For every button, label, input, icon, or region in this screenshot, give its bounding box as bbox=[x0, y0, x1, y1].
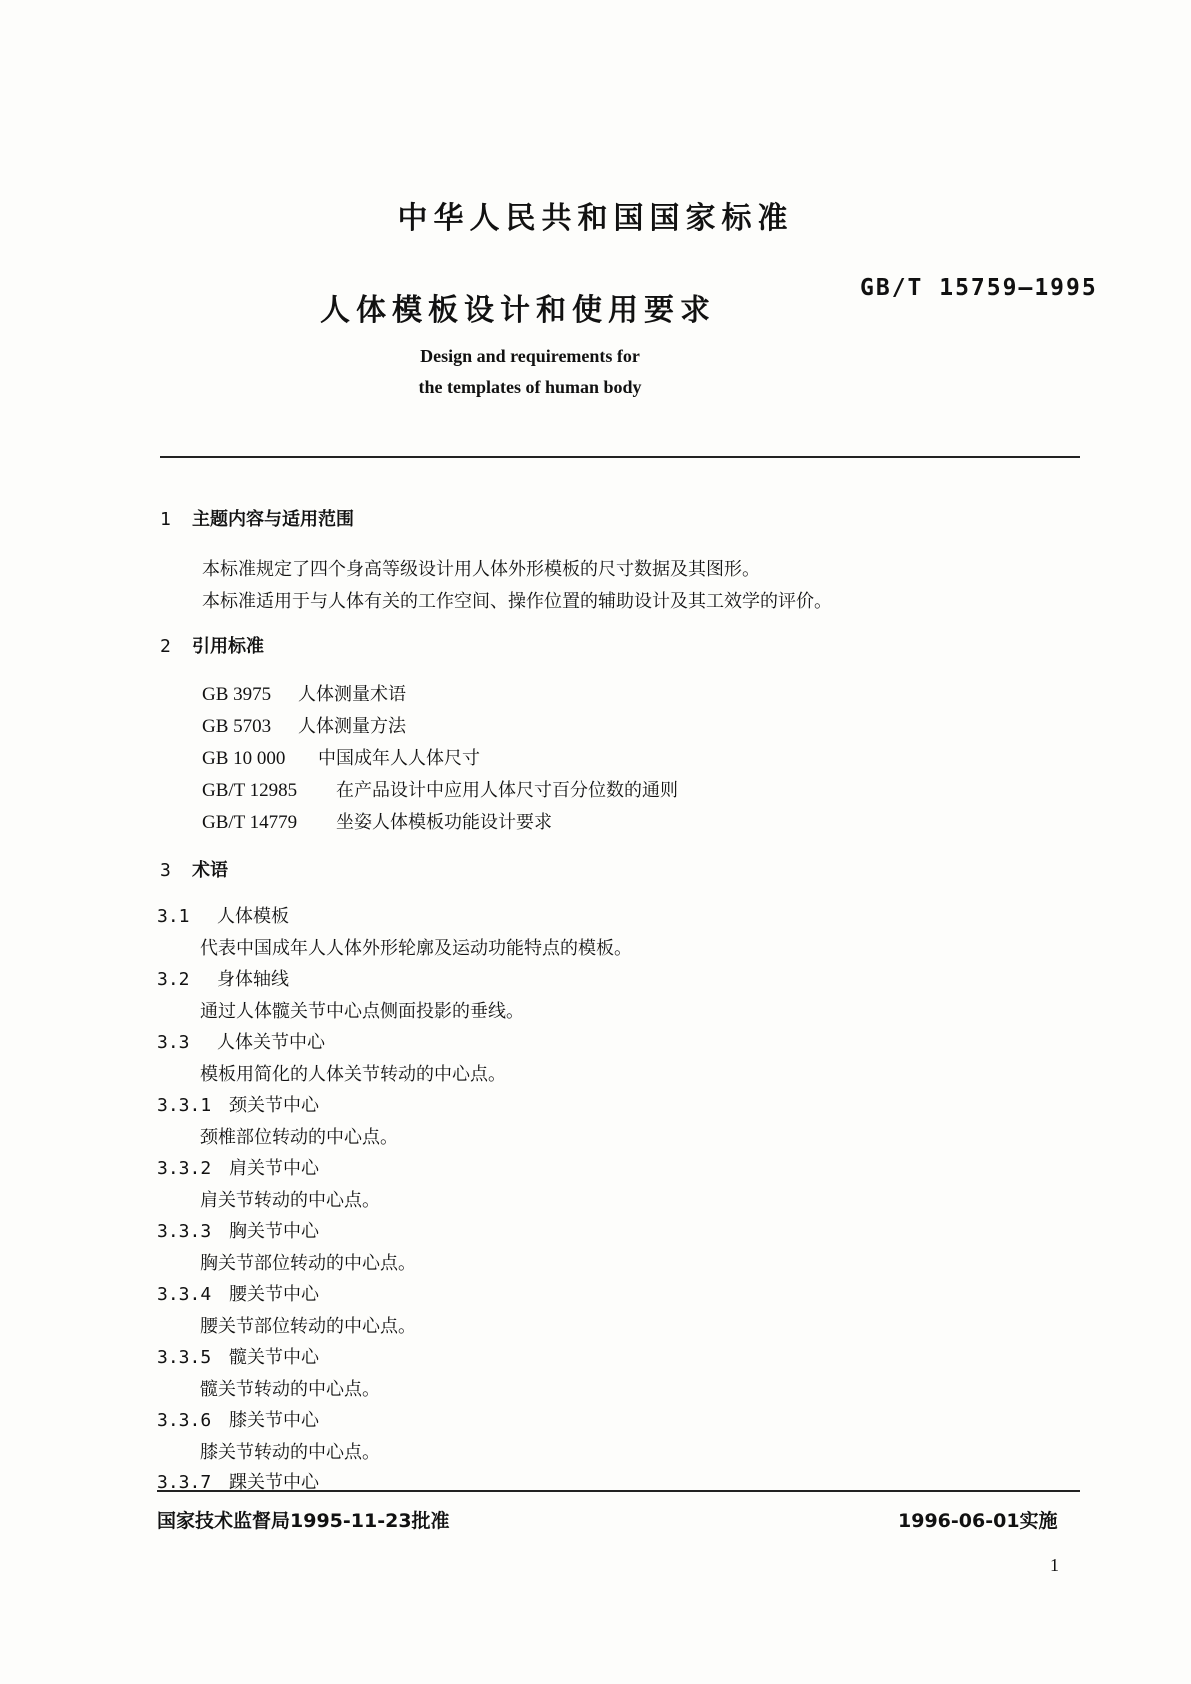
section-heading-2 bbox=[160, 632, 264, 658]
reference-code: GB/T 12985 bbox=[202, 780, 298, 801]
section-title: 术语 bbox=[192, 860, 228, 881]
page-number: 1 bbox=[1050, 1555, 1059, 1575]
effective-date: 1996-06-01实施 bbox=[898, 1510, 1058, 1532]
reference-name: 坐姿人体模板功能设计要求 bbox=[336, 812, 552, 833]
term-entry bbox=[157, 1154, 319, 1180]
term-definition: 颈椎部位转动的中心点。 bbox=[200, 1127, 398, 1148]
standard-code: GB/T 15759—1995 bbox=[860, 275, 1098, 301]
term-entry bbox=[157, 1406, 319, 1432]
section-heading-1 bbox=[160, 505, 354, 531]
reference-item bbox=[202, 744, 480, 770]
reference-name: 人体测量术语 bbox=[298, 684, 406, 705]
term-number: 3.3 bbox=[157, 1032, 190, 1053]
section-number: 1 bbox=[160, 509, 171, 530]
reference-item bbox=[202, 776, 678, 802]
reference-code: GB 3975 bbox=[202, 684, 272, 705]
document-title: 人体模板设计和使用要求 bbox=[320, 293, 716, 328]
term-number: 3.1 bbox=[157, 906, 190, 927]
section-heading-3 bbox=[160, 856, 228, 882]
term-definition: 髋关节转动的中心点。 bbox=[200, 1379, 380, 1400]
reference-code: GB 5703 bbox=[202, 716, 272, 737]
reference-item bbox=[202, 808, 552, 834]
term-entry bbox=[157, 1217, 319, 1243]
term-definition: 肩关节转动的中心点。 bbox=[200, 1190, 380, 1211]
term-definition: 通过人体髋关节中心点侧面投影的垂线。 bbox=[200, 1001, 524, 1022]
term-definition: 胸关节部位转动的中心点。 bbox=[200, 1253, 416, 1274]
english-title-line-2: the templates of human body bbox=[418, 377, 642, 397]
term-definition: 模板用简化的人体关节转动的中心点。 bbox=[200, 1064, 506, 1085]
term-entry bbox=[157, 1028, 325, 1054]
term-definition: 膝关节转动的中心点。 bbox=[200, 1442, 380, 1463]
section-title: 引用标准 bbox=[192, 636, 264, 657]
term-entry bbox=[157, 1343, 319, 1369]
term-number: 3.3.5 bbox=[157, 1347, 212, 1368]
reference-item bbox=[202, 680, 406, 706]
term-name: 人体关节中心 bbox=[217, 1032, 325, 1053]
approval-date: 国家技术监督局1995-11-23批准 bbox=[157, 1510, 450, 1532]
paragraph: 本标准适用于与人体有关的工作空间、操作位置的辅助设计及其工效学的评价。 bbox=[202, 591, 832, 612]
term-name: 踝关节中心 bbox=[229, 1472, 319, 1493]
term-name: 髋关节中心 bbox=[229, 1347, 319, 1368]
reference-item bbox=[202, 712, 406, 738]
term-entry bbox=[157, 1280, 319, 1306]
reference-name: 中国成年人人体尺寸 bbox=[318, 748, 480, 769]
reference-name: 人体测量方法 bbox=[298, 716, 406, 737]
paragraph: 本标准规定了四个身高等级设计用人体外形模板的尺寸数据及其图形。 bbox=[202, 559, 760, 580]
section-title: 主题内容与适用范围 bbox=[192, 509, 354, 530]
term-definition: 代表中国成年人人体外形轮廓及运动功能特点的模板。 bbox=[200, 938, 632, 959]
term-number: 3.3.7 bbox=[157, 1472, 212, 1493]
section-number: 2 bbox=[160, 636, 171, 657]
section-number: 3 bbox=[160, 860, 171, 881]
term-name: 胸关节中心 bbox=[229, 1221, 319, 1242]
term-number: 3.3.6 bbox=[157, 1410, 212, 1431]
english-title-line-1: Design and requirements for bbox=[420, 346, 640, 366]
term-name: 膝关节中心 bbox=[229, 1410, 319, 1431]
term-number: 3.3.1 bbox=[157, 1095, 212, 1116]
term-definition: 腰关节部位转动的中心点。 bbox=[200, 1316, 416, 1337]
footer-divider bbox=[157, 1490, 1080, 1492]
term-entry bbox=[157, 965, 289, 991]
term-number: 3.3.4 bbox=[157, 1284, 212, 1305]
header-divider bbox=[160, 456, 1080, 458]
reference-code: GB/T 14779 bbox=[202, 812, 298, 833]
term-name: 颈关节中心 bbox=[229, 1095, 319, 1116]
term-number: 3.3.2 bbox=[157, 1158, 212, 1179]
term-number: 3.2 bbox=[157, 969, 190, 990]
term-name: 肩关节中心 bbox=[229, 1158, 319, 1179]
term-name: 腰关节中心 bbox=[229, 1284, 319, 1305]
term-number: 3.3.3 bbox=[157, 1221, 212, 1242]
reference-name: 在产品设计中应用人体尺寸百分位数的通则 bbox=[336, 780, 678, 801]
term-entry bbox=[157, 902, 289, 928]
term-entry bbox=[157, 1091, 319, 1117]
reference-code: GB 10 000 bbox=[202, 748, 286, 769]
national-standard-heading: 中华人民共和国国家标准 bbox=[397, 201, 794, 236]
term-name: 身体轴线 bbox=[217, 969, 289, 990]
term-name: 人体模板 bbox=[217, 906, 289, 927]
